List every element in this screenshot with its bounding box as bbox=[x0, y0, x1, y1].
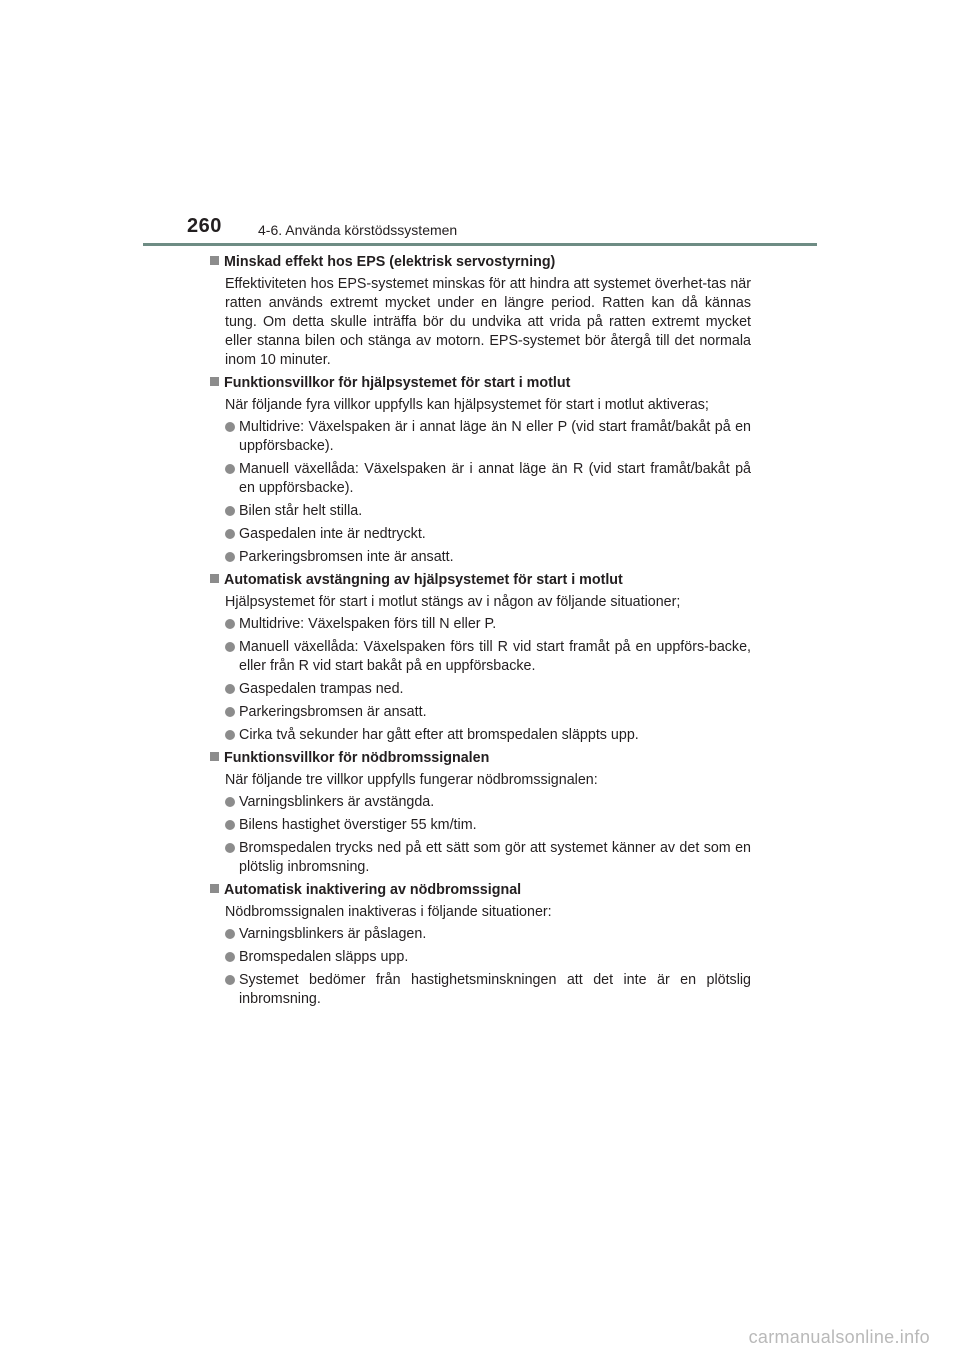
section-body: Effektiviteten hos EPS-systemet minskas för att hindra att systemet överhet-tas när ratten används extremt mycket under en längre period. Ratten kan då kännas tung. Om detta skulle inträffa bör du undvika att vrida på ratten extremt mycket eller stanna bilen och stänga av motorn. EPS-systemet bör återgå till det normala inom 10 minuter. bbox=[225, 276, 751, 368]
section bbox=[210, 881, 751, 1009]
section-heading bbox=[210, 749, 751, 768]
round-bullet-icon bbox=[225, 464, 235, 474]
list-item-text: Parkeringsbromsen inte är ansatt. bbox=[239, 549, 454, 565]
round-bullet-icon bbox=[225, 707, 235, 717]
section-heading bbox=[210, 253, 751, 272]
round-bullet-icon bbox=[225, 730, 235, 740]
square-bullet-icon bbox=[210, 377, 219, 386]
section bbox=[210, 571, 751, 745]
list-item bbox=[225, 502, 751, 521]
section-body: Hjälpsystemet för start i motlut stängs av i någon av följande situationer; bbox=[225, 594, 681, 610]
round-bullet-icon bbox=[225, 952, 235, 962]
list-item-text: Manuell växellåda: Växelspaken är i annat läge än R (vid start framåt/bakåt på en uppförsbacke). bbox=[239, 461, 751, 496]
round-bullet-icon bbox=[225, 929, 235, 939]
list-item-text: Multidrive: Växelspaken är i annat läge än N eller P (vid start framåt/bakåt på en uppförsbacke). bbox=[239, 419, 751, 454]
section-title: Automatisk inaktivering av nödbromssignal bbox=[224, 882, 522, 898]
square-bullet-icon bbox=[210, 884, 219, 893]
section-heading bbox=[210, 374, 751, 393]
section-title: Funktionsvillkor för hjälpsystemet för start i motlut bbox=[224, 375, 571, 391]
page-content bbox=[210, 253, 751, 1013]
round-bullet-icon bbox=[225, 552, 235, 562]
list-item bbox=[225, 971, 751, 1009]
round-bullet-icon bbox=[225, 820, 235, 830]
round-bullet-icon bbox=[225, 642, 235, 652]
square-bullet-icon bbox=[210, 752, 219, 761]
section-title: Automatisk avstängning av hjälpsystemet för start i motlut bbox=[224, 572, 623, 588]
chapter-title: 4-6. Använda körstödssystemen bbox=[258, 222, 458, 238]
list-item-text: Bilen står helt stilla. bbox=[239, 503, 363, 519]
round-bullet-icon bbox=[225, 506, 235, 516]
list-item bbox=[225, 548, 751, 567]
section-heading bbox=[210, 571, 751, 590]
list-item bbox=[225, 726, 751, 745]
section-body: När följande tre villkor uppfylls fungerar nödbromssignalen: bbox=[225, 772, 598, 788]
list-item-text: Bilens hastighet överstiger 55 km/tim. bbox=[239, 817, 477, 833]
header-divider bbox=[143, 243, 817, 246]
list-item-text: Gaspedalen trampas ned. bbox=[239, 681, 404, 697]
round-bullet-icon bbox=[225, 619, 235, 629]
section-title: Funktionsvillkor för nödbromssignalen bbox=[224, 750, 490, 766]
list-item bbox=[225, 816, 751, 835]
list-item bbox=[225, 525, 751, 544]
list-item bbox=[225, 925, 751, 944]
list-item-text: Multidrive: Växelspaken förs till N eller P. bbox=[239, 616, 497, 632]
section-body: När följande fyra villkor uppfylls kan hjälpsystemet för start i motlut aktiveras; bbox=[225, 397, 709, 413]
list-item bbox=[225, 418, 751, 456]
list-item-text: Varningsblinkers är påslagen. bbox=[239, 926, 427, 942]
list-item-text: Varningsblinkers är avstängda. bbox=[239, 794, 435, 810]
round-bullet-icon bbox=[225, 797, 235, 807]
list-item bbox=[225, 680, 751, 699]
list-item bbox=[225, 793, 751, 812]
section-title: Minskad effekt hos EPS (elektrisk servostyrning) bbox=[224, 254, 556, 270]
section-body: Nödbromssignalen inaktiveras i följande situationer: bbox=[225, 904, 552, 920]
list-item-text: Bromspedalen trycks ned på ett sätt som gör att systemet känner av det som en plötslig inbromsning. bbox=[239, 840, 751, 875]
list-item bbox=[225, 839, 751, 877]
list-item-text: Bromspedalen släpps upp. bbox=[239, 949, 409, 965]
list-item-text: Parkeringsbromsen är ansatt. bbox=[239, 704, 427, 720]
list-item-text: Gaspedalen inte är nedtryckt. bbox=[239, 526, 426, 542]
section bbox=[210, 253, 751, 370]
section bbox=[210, 374, 751, 567]
list-item bbox=[225, 638, 751, 676]
section bbox=[210, 749, 751, 877]
list-item-text: Systemet bedömer från hastighetsminskningen att det inte är en plötslig inbromsning. bbox=[239, 972, 751, 1007]
round-bullet-icon bbox=[225, 843, 235, 853]
round-bullet-icon bbox=[225, 422, 235, 432]
round-bullet-icon bbox=[225, 684, 235, 694]
list-item bbox=[225, 460, 751, 498]
square-bullet-icon bbox=[210, 574, 219, 583]
round-bullet-icon bbox=[225, 529, 235, 539]
section-heading bbox=[210, 881, 751, 900]
list-item-text: Cirka två sekunder har gått efter att bromspedalen släppts upp. bbox=[239, 727, 639, 743]
list-item bbox=[225, 703, 751, 722]
page-number: 260 bbox=[187, 215, 222, 237]
round-bullet-icon bbox=[225, 975, 235, 985]
square-bullet-icon bbox=[210, 256, 219, 265]
list-item-text: Manuell växellåda: Växelspaken förs till R vid start framåt på en uppförs-backe, eller från R vid start bakåt på en uppförsbacke. bbox=[239, 639, 751, 674]
watermark-logo[interactable]: carmanualsonline.info bbox=[748, 1327, 930, 1347]
list-item bbox=[225, 948, 751, 967]
list-item bbox=[225, 615, 751, 634]
